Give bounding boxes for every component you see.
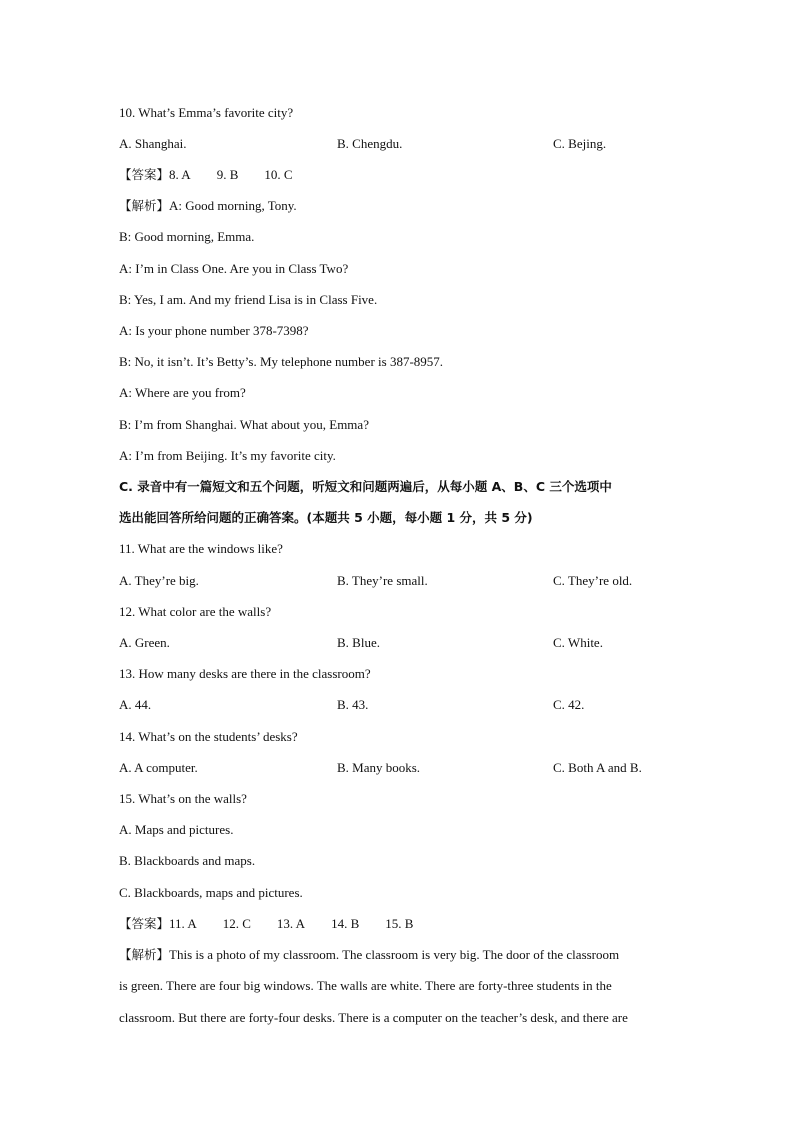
answer-item: 10. C bbox=[264, 167, 293, 182]
answer-item: 11. A bbox=[169, 916, 197, 931]
answer-tag: 【答案】 bbox=[119, 916, 170, 931]
question-12: 12. What color are the walls? bbox=[119, 604, 272, 619]
analysis-block-2 bbox=[119, 947, 619, 963]
q13-option-b: B. 43. bbox=[337, 697, 369, 712]
q12-option-a: A. Green. bbox=[119, 635, 170, 650]
q10-option-a: A. Shanghai. bbox=[119, 136, 187, 151]
dialogue-line: B: Yes, I am. And my friend Lisa is in Class Five. bbox=[119, 292, 378, 307]
question-10: 10. What’s Emma’s favorite city? bbox=[119, 105, 294, 120]
answer-item: 13. A bbox=[276, 916, 306, 931]
q11-option-a: A. They’re big. bbox=[119, 573, 199, 588]
dialogue-line: B: I’m from Shanghai. What about you, Emma? bbox=[119, 417, 369, 432]
q15-option-c: C. Blackboards, maps and pictures. bbox=[119, 885, 303, 900]
q11-option-b: B. They’re small. bbox=[337, 573, 428, 588]
section-c-instructions-line-2: 选出能回答所给问题的正确答案。(本题共 5 小题，每小题 1 分，共 5 分) bbox=[119, 510, 533, 525]
q11-option-c: C. They’re old. bbox=[553, 573, 633, 588]
question-14: 14. What’s on the students’ desks? bbox=[119, 729, 298, 744]
passage-line: is green. There are four big windows. The walls are white. There are forty-three students in the bbox=[119, 978, 612, 993]
analysis-tag: 【解析】 bbox=[119, 198, 170, 213]
q14-option-c: C. Both A and B. bbox=[553, 760, 642, 775]
q14-option-a: A. A computer. bbox=[119, 760, 198, 775]
answer-item: 15. B bbox=[385, 916, 414, 931]
answer-item: 8. A bbox=[169, 167, 191, 182]
q15-option-a: A. Maps and pictures. bbox=[119, 822, 234, 837]
q10-option-b: B. Chengdu. bbox=[337, 136, 403, 151]
q14-option-b: B. Many books. bbox=[337, 760, 421, 775]
dialogue-line: B: No, it isn’t. It’s Betty’s. My telephone number is 387-8957. bbox=[119, 354, 444, 369]
passage-line: This is a photo of my classroom. The classroom is very big. The door of the classroom bbox=[169, 947, 620, 962]
analysis-block-1 bbox=[119, 198, 297, 214]
passage-line: classroom. But there are forty-four desks. There is a computer on the teacher’s desk, and there are bbox=[119, 1010, 628, 1025]
q10-option-c: C. Bejing. bbox=[553, 136, 607, 151]
question-13: 13. How many desks are there in the classroom? bbox=[119, 666, 371, 681]
question-15: 15. What’s on the walls? bbox=[119, 791, 247, 806]
answer-block-1 bbox=[119, 167, 293, 183]
analysis-tag: 【解析】 bbox=[119, 947, 170, 962]
dialogue-line: A: Good morning, Tony. bbox=[169, 198, 297, 213]
section-c-instructions-line-1: C. 录音中有一篇短文和五个问题，听短文和问题两遍后，从每小题 A、B、C 三个选项中 bbox=[119, 479, 612, 494]
q13-option-a: A. 44. bbox=[119, 697, 152, 712]
answer-tag: 【答案】 bbox=[119, 167, 170, 182]
dialogue-line: A: I’m from Beijing. It’s my favorite city. bbox=[119, 448, 336, 463]
answer-block-2 bbox=[119, 916, 413, 932]
answer-item: 9. B bbox=[216, 167, 239, 182]
dialogue-line: A: Where are you from? bbox=[119, 385, 246, 400]
q13-option-c: C. 42. bbox=[553, 697, 585, 712]
dialogue-line: B: Good morning, Emma. bbox=[119, 229, 255, 244]
q12-option-b: B. Blue. bbox=[337, 635, 380, 650]
dialogue-line: A: Is your phone number 378-7398? bbox=[119, 323, 309, 338]
q15-option-b: B. Blackboards and maps. bbox=[119, 853, 256, 868]
answer-item: 12. C bbox=[222, 916, 251, 931]
answer-item: 14. B bbox=[331, 916, 360, 931]
dialogue-line: A: I’m in Class One. Are you in Class Two? bbox=[119, 261, 349, 276]
question-11: 11. What are the windows like? bbox=[119, 541, 283, 556]
q12-option-c: C. White. bbox=[553, 635, 603, 650]
